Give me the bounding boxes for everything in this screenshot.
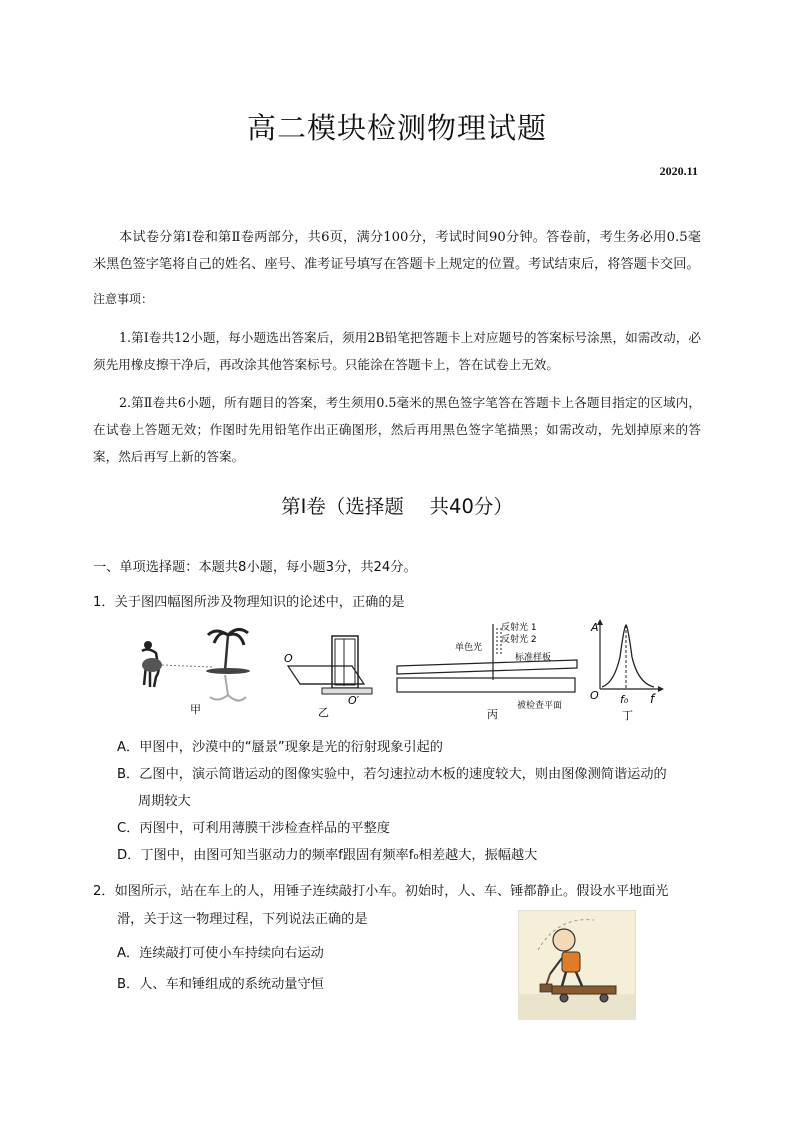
part-heading: 一、单项选择题：本题共8小题，每小题3分，共24分。 [93, 560, 417, 575]
fig-bing-ref1: 反射光 1 [501, 623, 537, 633]
q1-option-d: D．丁图中，由图可知当驱动力的频率f跟固有频率f₀相差越大，振幅越大 [117, 848, 538, 863]
fig-label-bing: 丙 [487, 708, 498, 720]
figure-jia-mirage [130, 625, 260, 715]
q1-option-b [117, 761, 707, 815]
figure-hammer-cart [518, 910, 636, 1020]
fig-bing-test: 被检查平面 [517, 701, 563, 711]
question-2-stem-line1: 2．如图所示，站在车上的人，用锤子连续敲打小车。初始时，人、车、锤都静止。假设水平地面光 [93, 884, 669, 899]
fig-yi-o: O [284, 652, 293, 665]
q1-option-b-line2: 周期较大 [138, 794, 191, 809]
q1-option-c: C．丙图中，可利用薄膜干涉检查样品的平整度 [117, 821, 390, 836]
question-2-stem-line2: 滑，关于这一物理过程，下列说法正确的是 [117, 912, 368, 927]
fig-label-ding: 丁 [622, 709, 633, 721]
fig-ding-x: f [650, 692, 655, 706]
question-1-stem: 1．关于图四幅图所涉及物理知识的论述中，正确的是 [93, 595, 405, 610]
page-title: 高二模块检测物理试题 [246, 111, 547, 145]
q2-option-a: A．连续敲打可使小车持续向右运动 [117, 946, 324, 961]
intro-paragraph: 本试卷分第Ⅰ卷和第Ⅱ卷两部分，共6页，满分100分，考试时间90分钟。答卷前，考生务必用0.5毫米黑色签字笔将自己的姓名、座号、准考证号填写在答题卡上规定的位置。考试结束后，将答题卡交回。 [93, 230, 701, 272]
fig-ding-f0: f₀ [620, 693, 629, 706]
camel-rider-icon [142, 641, 162, 687]
fig-ding-origin: O [590, 689, 599, 702]
fig-label-yi: 乙 [318, 706, 329, 718]
q1-option-b-line1: B．乙图中，演示简谐运动的图像实验中，若匀速拉动木板的速度较大，则由图像测简谐运动的 [117, 767, 667, 782]
fig-yi-o-prime: O′ [348, 694, 360, 707]
fig-bing-ref2: 反射光 2 [501, 635, 537, 645]
exam-date: 2020.11 [659, 164, 698, 178]
note-2: 2.第Ⅱ卷共6小题，所有题目的答案，考生须用0.5毫米的黑色签字笔答在答题卡上各题目指定的区域内，在试卷上答题无效；作图时先用铅笔作出正确图形，然后再用黑色签字笔描黑；如需改动，先划掉原来的答案，然后再写上新的答案。 [93, 395, 701, 464]
figure-ding-resonance [588, 617, 664, 721]
fig-label-jia: 甲 [190, 703, 201, 715]
figure-yi-pendulum [282, 628, 382, 718]
q1-option-a: A．甲图中，沙漠中的“蜃景”现象是光的衍射现象引起的 [117, 740, 443, 755]
figure-bing-film [393, 620, 583, 720]
fig-ding-y: A [591, 621, 599, 634]
section-title: 第Ⅰ卷（选择题 共40分） [281, 495, 513, 518]
fig-bing-std: 标准样板 [515, 653, 552, 663]
note-1: 1.第Ⅰ卷共12小题，每小题选出答案后，须用2B铅笔把答题卡上对应题号的答案标号涂黑，如需改动，必须先用橡皮擦干净后，再改涂其他答案标号。只能涂在答题卡上，答在试卷上无效。 [93, 330, 701, 372]
fig-bing-light: 单色光 [455, 643, 483, 653]
palm-tree-icon [206, 629, 250, 674]
palm-reflection-icon [210, 675, 246, 701]
q2-option-b: B．人、车和锤组成的系统动量守恒 [117, 977, 324, 992]
notes-heading: 注意事项： [93, 292, 154, 306]
